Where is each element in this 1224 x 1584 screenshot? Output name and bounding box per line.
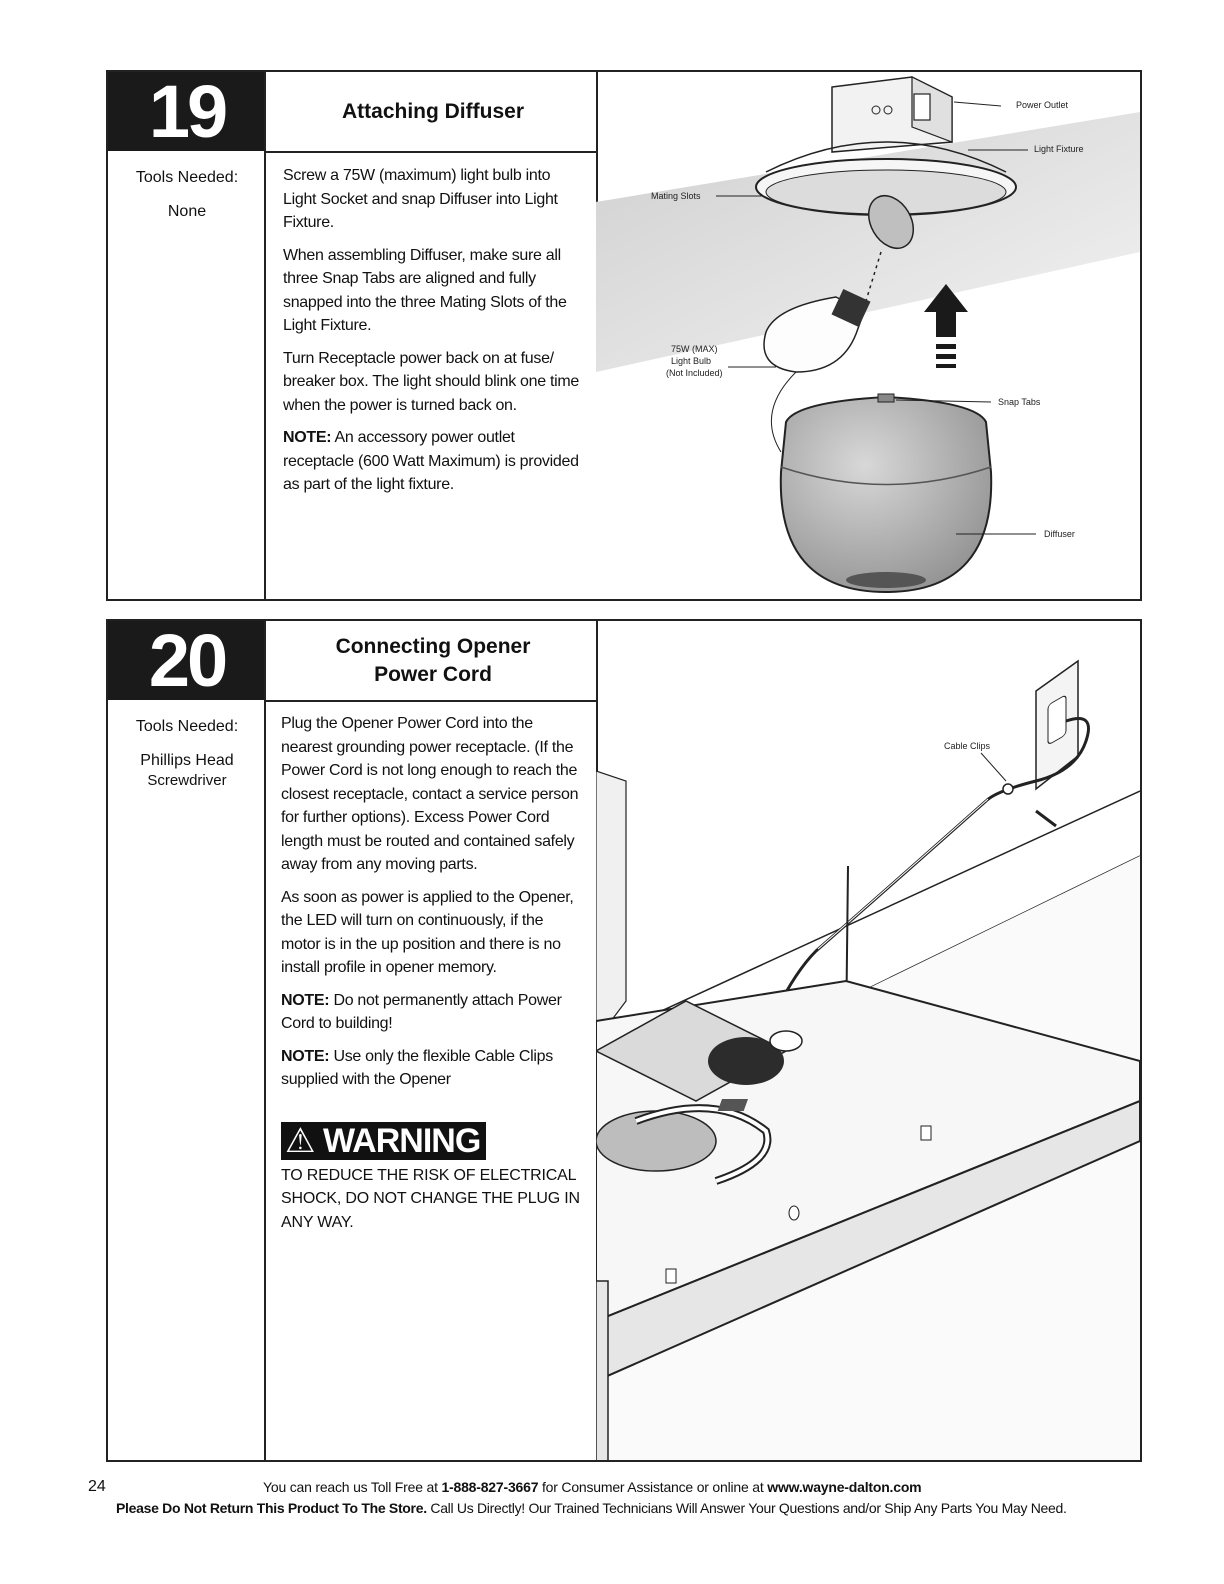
warning-triangle-icon: ⚠ (285, 1121, 315, 1160)
footer-notice-bold: Please Do Not Return This Product To The Store. (116, 1500, 427, 1516)
note-label: NOTE: (281, 991, 330, 1009)
tools-value: Phillips Head (140, 752, 234, 769)
paragraph: Turn Receptacle power back on at fuse/ breaker box. The light should blink one time when the power is turned back on. (283, 349, 580, 414)
note-text: An accessory power outlet receptacle (600 Watt Maximum) is provided as part of the light fixture. (283, 429, 579, 493)
note (281, 1045, 583, 1092)
footer-contact-line (263, 1479, 921, 1495)
step-instructions (281, 712, 583, 1234)
title-line: Connecting Opener (335, 635, 531, 658)
tools-value: None (167, 203, 207, 220)
step-19-panel (106, 70, 1142, 601)
label-cable-clips: Cable Clips (944, 741, 991, 751)
footer-phone: 1-888-827-3667 (441, 1479, 539, 1495)
footer-text: for Consumer Assistance or online at (538, 1479, 768, 1495)
paragraph: Screw a 75W (maximum) light bulb into Light Socket and snap Diffuser into Light Fixture. (283, 167, 558, 231)
paragraph: When assembling Diffuser, make sure all three Snap Tabs are aligned and fully snapped into the three Mating Slots of the Light Fixture. (283, 246, 567, 334)
paragraph: Plug the Opener Power Cord into the nearest grounding power receptacle. (If the Power Cord is not long enough to reach the closest receptacle, contact a service person for further options). Excess Power Cord length must be routed and contained safely away from any moving parts. (281, 715, 579, 873)
step-number: 20 (108, 621, 266, 700)
label-diffuser: Diffuser (1044, 529, 1075, 539)
warning-block (281, 1122, 583, 1235)
note (281, 989, 583, 1036)
footer-text: You can reach us Toll Free at (263, 1479, 442, 1495)
step-title (268, 633, 598, 689)
paragraph: As soon as power is applied to the Opener, the LED will turn on continuously, if the motor is in the up position and there is no install profile in opener memory. (281, 888, 574, 976)
step-number: 19 (108, 72, 266, 151)
label-mating-slots: Mating Slots (651, 191, 701, 201)
tools-needed (108, 717, 266, 791)
note-label: NOTE: (283, 429, 332, 446)
label-power-outlet: Power Outlet (1016, 100, 1069, 110)
footer-website-link[interactable]: www.wayne-dalton.com (767, 1479, 922, 1495)
warning-title: WARNING (322, 1121, 481, 1160)
step-20-panel (106, 619, 1142, 1462)
note (283, 426, 583, 497)
step-instructions (283, 164, 583, 506)
warning-badge (281, 1122, 486, 1160)
label-bulb-3: (Not Included) (666, 368, 723, 378)
power-cord-figure (596, 621, 1140, 1460)
footer-notice-text: Call Us Directly! Our Trained Technicians Will Answer Your Questions and/or Ship Any Parts You May Need. (426, 1500, 1067, 1516)
note-label: NOTE: (281, 1047, 330, 1065)
tools-label: Tools Needed: (135, 718, 239, 735)
footer-notice-line (116, 1500, 1067, 1516)
diffuser-figure (596, 72, 1140, 599)
title-line: Power Cord (374, 663, 492, 686)
label-snap-tabs: Snap Tabs (998, 397, 1041, 407)
warning-text: TO REDUCE THE RISK OF ELECTRICAL SHOCK, DO NOT CHANGE THE PLUG IN ANY WAY. (281, 1166, 580, 1231)
page-number: 24 (88, 1478, 106, 1495)
tools-value: Screwdriver (147, 772, 227, 789)
power-cord-illustration (596, 621, 1140, 1460)
diffuser-illustration (596, 72, 1140, 599)
tools-needed (108, 168, 266, 222)
label-light-fixture: Light Fixture (1034, 144, 1084, 154)
tools-label: Tools Needed: (135, 169, 239, 186)
note-text: Use only the flexible Cable Clips supplied with the Opener (281, 1047, 553, 1088)
label-bulb-2: Light Bulb (671, 356, 712, 366)
note-text: Do not permanently attach Power Cord to building! (281, 991, 562, 1032)
label-bulb-1: 75W (MAX) (671, 344, 718, 354)
step-title: Attaching Diffuser (341, 100, 524, 123)
